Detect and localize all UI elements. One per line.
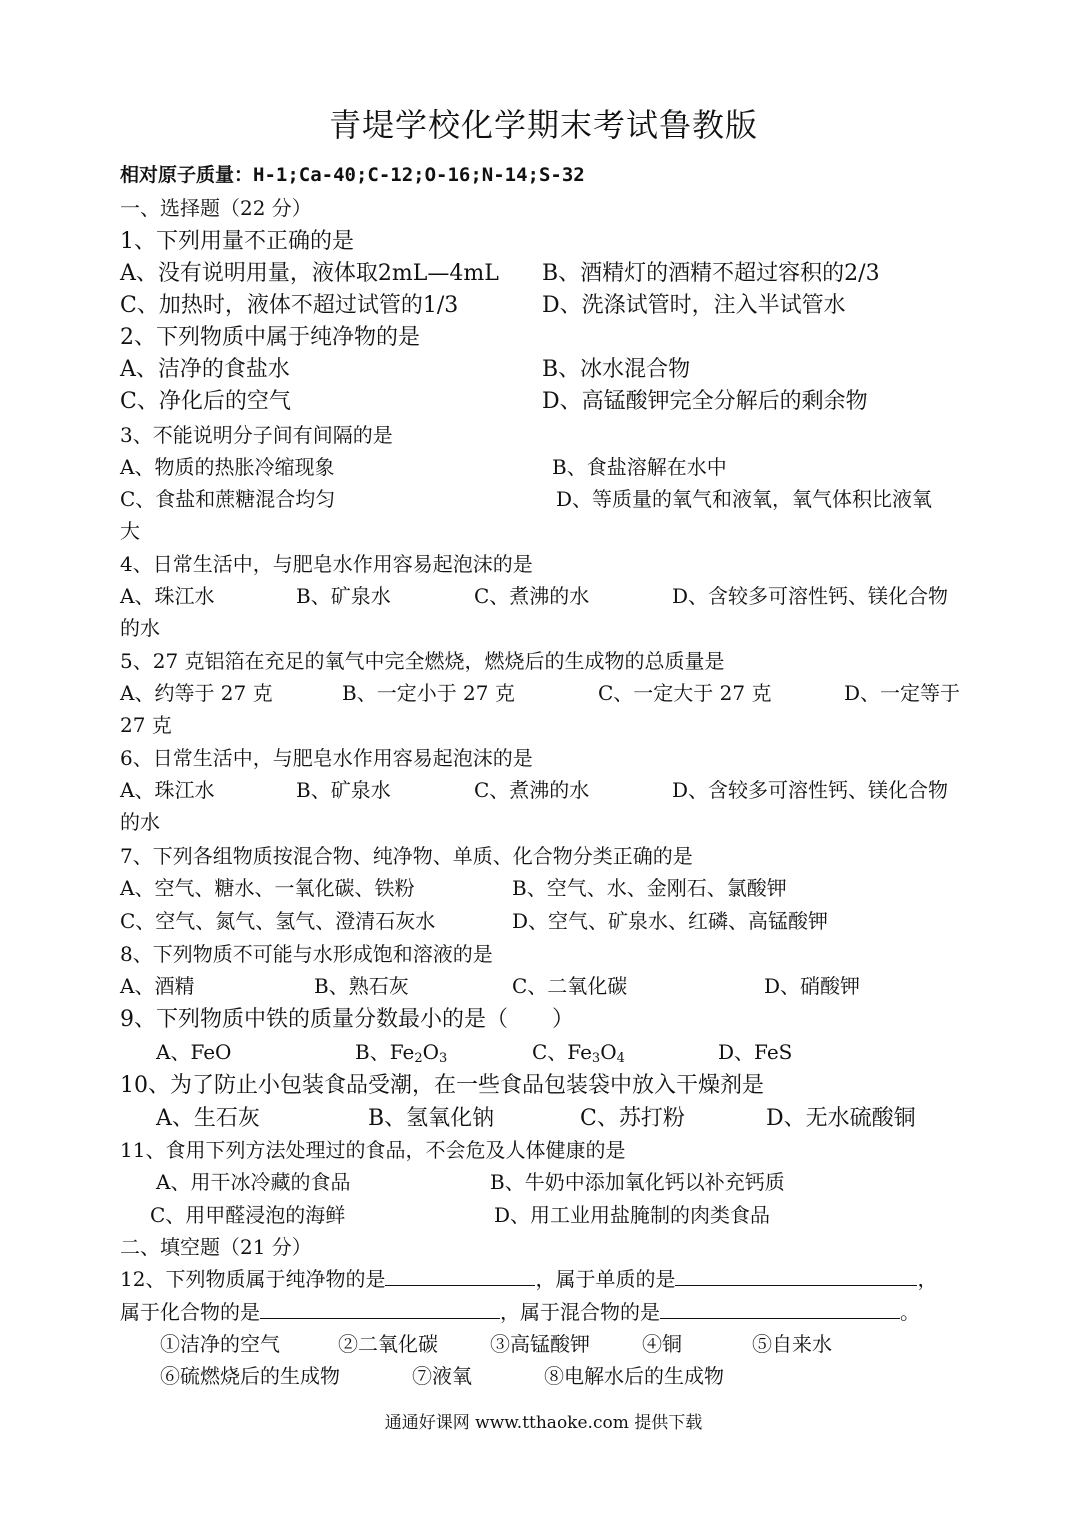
- question-4-stem: 4、日常生活中，与肥皂水作用容易起泡沫的是: [120, 552, 533, 576]
- question-12-line-1: [120, 1263, 937, 1292]
- question-12-option-8: ⑧电解水后的生成物: [544, 1364, 724, 1388]
- question-1-option-a: A、没有说明用量，液体取2mL—4mL: [120, 261, 499, 286]
- question-9-option-a: A、FeO: [156, 1040, 232, 1064]
- blank-mixture[interactable]: [660, 1296, 900, 1319]
- question-12-line-2: [120, 1296, 920, 1325]
- section-fill-heading: 二、填空题（21 分）: [120, 1235, 312, 1259]
- question-6-stem: 6、日常生活中，与肥皂水作用容易起泡沫的是: [120, 746, 533, 770]
- question-5-option-d-continued: 27 克: [120, 713, 172, 737]
- question-8-option-d: D、硝酸钾: [764, 974, 861, 998]
- question-12-option-5: ⑤自来水: [752, 1332, 832, 1356]
- question-4-option-a: A、珠江水: [120, 584, 215, 608]
- question-12-option-4: ④铜: [642, 1332, 682, 1356]
- question-6-option-a: A、珠江水: [120, 778, 215, 802]
- blank-pure-substance[interactable]: [385, 1263, 535, 1286]
- period-punctuation: 。: [900, 1300, 920, 1324]
- question-12-text-element: ，属于单质的是: [535, 1267, 676, 1291]
- question-11-option-a: A、用干冰冷藏的食品: [156, 1170, 351, 1194]
- question-12-option-1: ①洁净的空气: [160, 1332, 280, 1356]
- section-choice-heading: 一、选择题（22 分）: [120, 196, 312, 220]
- question-1-option-d: D、洗涤试管时，注入半试管水: [542, 293, 846, 318]
- question-2-option-d: D、高锰酸钾完全分解后的剩余物: [542, 389, 868, 414]
- question-12-option-3: ③高锰酸钾: [490, 1332, 590, 1356]
- question-8-option-b: B、熟石灰: [314, 974, 409, 998]
- question-12-option-2: ②二氧化碳: [338, 1332, 438, 1356]
- question-3-option-c: C、食盐和蔗糖混合均匀: [120, 487, 336, 511]
- question-5-option-a: A、约等于 27 克: [120, 681, 273, 705]
- question-7-option-d: D、空气、矿泉水、红磷、高锰酸钾: [512, 909, 829, 933]
- question-4-option-c: C、煮沸的水: [474, 584, 590, 608]
- atomic-mass-line: 相对原子质量：H-1;Ca-40;C-12;O-16;N-14;S-32: [120, 164, 585, 186]
- comma-punctuation: ，: [917, 1267, 938, 1291]
- question-12-option-6: ⑥硫燃烧后的生成物: [160, 1364, 340, 1388]
- question-4-option-d: D、含较多可溶性钙、镁化合物: [672, 584, 949, 608]
- question-1-stem: 1、下列用量不正确的是: [120, 229, 354, 254]
- question-6-option-d: D、含较多可溶性钙、镁化合物: [672, 778, 949, 802]
- question-10-option-d: D、无水硫酸铜: [766, 1106, 916, 1131]
- question-10-option-a: A、生石灰: [156, 1106, 260, 1131]
- question-6-option-b: B、矿泉水: [296, 778, 391, 802]
- question-9-option-b: B、$Fe_2O_3$: [355, 1040, 448, 1066]
- question-5-option-b: B、一定小于 27 克: [342, 681, 515, 705]
- question-5-stem: 5、27 克铝箔在充足的氧气中完全燃烧，燃烧后的生成物的总质量是: [120, 649, 725, 673]
- question-9-stem: 9、下列物质中铁的质量分数最小的是（ ）: [120, 1007, 574, 1032]
- question-3-option-d-continued: 大: [120, 519, 140, 543]
- page-footer: 通通好课网 www.tthaoke.com 提供下载: [384, 1413, 703, 1433]
- question-12-text-pure: 12、下列物质属于纯净物的是: [120, 1267, 386, 1291]
- question-3-option-d: D、等质量的氧气和液氧，氧气体积比液氧: [556, 487, 933, 511]
- question-8-stem: 8、下列物质不可能与水形成饱和溶液的是: [120, 942, 493, 966]
- question-9-option-c: C、$Fe_3O_4$: [532, 1040, 625, 1066]
- question-1-option-b: B、酒精灯的酒精不超过容积的2/3: [542, 261, 880, 286]
- question-10-stem: 10、为了防止小包装食品受潮，在一些食品包装袋中放入干燥剂是: [120, 1073, 764, 1098]
- question-6-option-c: C、煮沸的水: [474, 778, 590, 802]
- question-10-option-b: B、氢氧化钠: [368, 1106, 495, 1131]
- question-4-option-d-continued: 的水: [120, 616, 160, 640]
- question-11-option-b: B、牛奶中添加氧化钙以补充钙质: [490, 1170, 785, 1194]
- question-2-option-c: C、净化后的空气: [120, 389, 291, 414]
- question-11-option-d: D、用工业用盐腌制的肉类食品: [494, 1203, 771, 1227]
- question-7-option-c: C、空气、氮气、氢气、澄清石灰水: [120, 909, 436, 933]
- blank-element[interactable]: [675, 1263, 917, 1286]
- question-11-option-c: C、用甲醛浸泡的海鲜: [150, 1203, 346, 1227]
- question-6-option-d-continued: 的水: [120, 810, 160, 834]
- question-5-option-c: C、一定大于 27 克: [598, 681, 772, 705]
- question-3-stem: 3、不能说明分子间有间隔的是: [120, 423, 393, 447]
- question-8-option-a: A、酒精: [120, 974, 195, 998]
- question-2-option-a: A、洁净的食盐水: [120, 357, 290, 382]
- question-12-text-compound: 属于化合物的是: [120, 1300, 260, 1324]
- question-7-stem: 7、下列各组物质按混合物、纯净物、单质、化合物分类正确的是: [120, 844, 693, 868]
- question-10-option-c: C、苏打粉: [580, 1106, 685, 1131]
- question-3-option-b: B、食盐溶解在水中: [552, 455, 727, 479]
- question-8-option-c: C、二氧化碳: [512, 974, 628, 998]
- question-9-option-d: D、FeS: [718, 1040, 793, 1064]
- question-7-option-a: A、空气、糖水、一氧化碳、铁粉: [120, 876, 415, 900]
- question-2-stem: 2、下列物质中属于纯净物的是: [120, 325, 420, 350]
- question-4-option-b: B、矿泉水: [296, 584, 391, 608]
- blank-compound[interactable]: [260, 1296, 500, 1319]
- question-1-option-c: C、加热时，液体不超过试管的1/3: [120, 293, 459, 318]
- question-3-option-a: A、物质的热胀冷缩现象: [120, 455, 335, 479]
- question-7-option-b: B、空气、水、金刚石、氯酸钾: [512, 876, 787, 900]
- question-5-option-d: D、一定等于: [844, 681, 961, 705]
- question-12-text-mixture: ，属于混合物的是: [500, 1300, 660, 1324]
- page-title: 青堤学校化学期末考试鲁教版: [328, 106, 758, 144]
- question-2-option-b: B、冰水混合物: [542, 357, 691, 382]
- question-12-option-7: ⑦液氧: [412, 1364, 472, 1388]
- question-11-stem: 11、食用下列方法处理过的食品，不会危及人体健康的是: [120, 1138, 626, 1162]
